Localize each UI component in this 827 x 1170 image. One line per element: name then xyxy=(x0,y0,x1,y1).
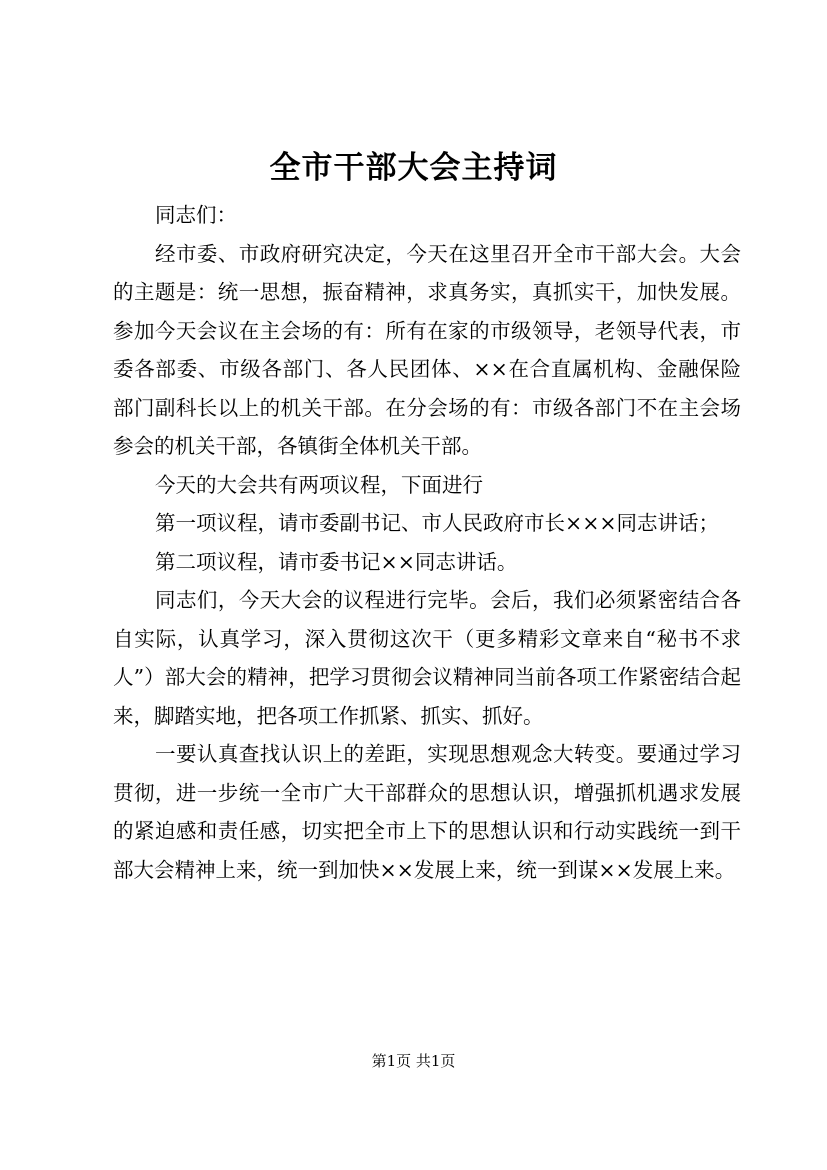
paragraph-requirement-1: 一要认真查找认识上的差距，实现思想观念大转变。要通过学习贯彻，进一步统一全市广大干部群众的思想认识，增强抓机遇求发展的紧迫感和责任感，切实把全市上下的思想认识和行动实践统一到干部大会精神上来，统一到加快××发展上来，统一到谋××发展上来。 xyxy=(113,742,741,882)
paragraph-agenda: 今天的大会共有两项议程，下面进行 xyxy=(155,472,484,497)
document-title: 全市干部大会主持词 xyxy=(269,150,558,186)
document-body xyxy=(113,196,741,889)
paragraph-closing: 同志们，今天大会的议程进行完毕。会后，我们必须紧密结合各自实际，认真学习，深入贯彻这次干（更多精彩文章来自“秘书不求人”）部大会的精神，把学习贯彻会议精神同当前各项工作紧密结合起来，脚踏实地，把各项工作抓紧、抓实、抓好。 xyxy=(113,588,741,728)
paragraph-agenda-item-1: 第一项议程，请市委副书记、市人民政府市长×××同志讲话； xyxy=(155,511,720,535)
page-number-footer: 第1页 共1页 xyxy=(371,1052,456,1070)
paragraph-salutation: 同志们： xyxy=(155,203,238,227)
paragraph-opening: 经市委、市政府研究决定，今天在这里召开全市干部大会。大会的主题是：统一思想，振奋精神，求真务实，真抓实干，加快发展。参加今天会议在主会场的有：所有在家的市级领导，老领导代表，市委各部委、市级各部门、各人民团体、××在合直属机构、金融保险部门副科长以上的机关干部。在分会场的有：市级各部门不在主会场参会的机关干部，各镇街全体机关干部。 xyxy=(113,241,741,458)
paragraph-agenda-item-2: 第二项议程，请市委书记××同志讲话。 xyxy=(155,549,518,574)
